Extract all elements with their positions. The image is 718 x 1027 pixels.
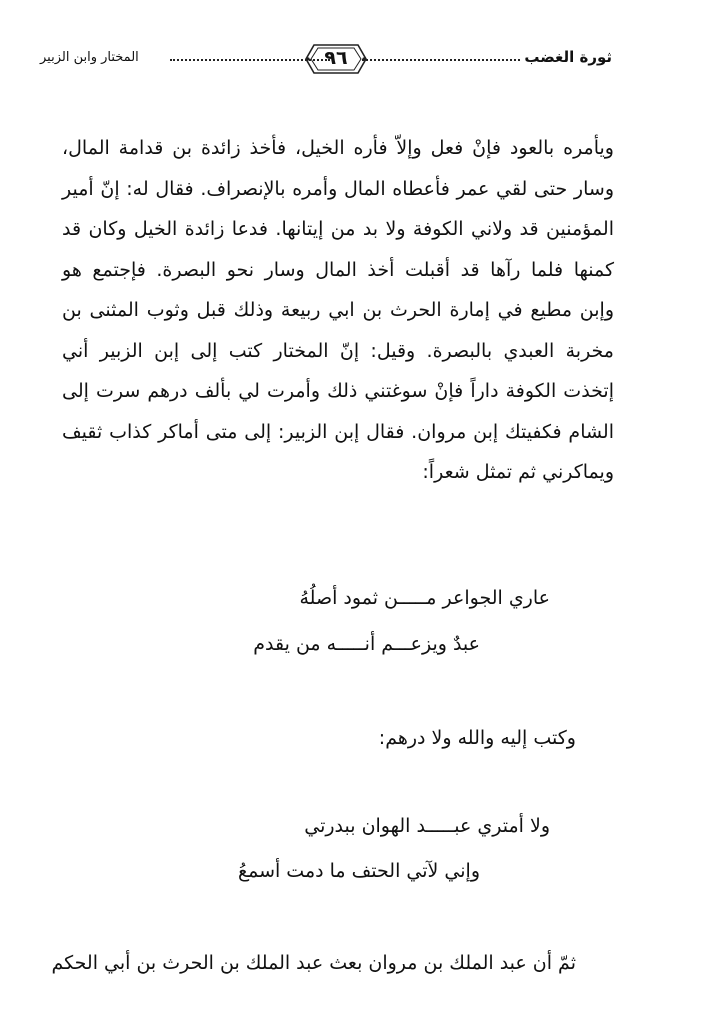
running-header bbox=[40, 38, 612, 82]
page-number: ٩٦ bbox=[324, 47, 348, 69]
poem2-hemistich-second: وإني لآتي الحتف ما دمت أسمعُ bbox=[237, 860, 480, 882]
main-paragraph bbox=[62, 128, 614, 493]
paragraph-line: الشام فكفيتك إبن مروان. فقال إبن الزبير: إلى متى أماكر كذاب ثقيف bbox=[62, 420, 614, 443]
closing-line: ثمّ أن عبد الملك بن مروان بعث عبد الملك بن الحرث بن أبي الحكم bbox=[51, 952, 576, 974]
paragraph-line: وسار حتى لقي عمر فأعطاه المال وأمره بالإنصراف. فقال له: إنّ أمير bbox=[62, 177, 614, 200]
transition-line: وكتب إليه والله ولا درهم: bbox=[378, 727, 576, 749]
paragraph-line: كمنها فلما رآها قد أقبلت أخذ المال وسار نحو البصرة. فإجتمع هو bbox=[62, 258, 614, 281]
header-dotted-leader-left bbox=[170, 59, 330, 61]
paragraph-line: إتخذت الكوفة داراً فإنْ سوغتني ذلك وأمرت لي بألف درهم سرت إلى bbox=[62, 380, 614, 402]
poem1-hemistich-second: عبدٌ ويزعـــم أنـــــه من يقدم bbox=[253, 633, 480, 655]
book-title: ثورة الغضب bbox=[524, 48, 612, 66]
paragraph-line: وإبن مطيع في إمارة الحرث بن ابي ربيعة وذلك قبل وثوب المثنى بن bbox=[62, 299, 614, 321]
poem2-hemistich-first: ولا أمتري عبـــــد الهوان ببدرتي bbox=[304, 815, 550, 837]
header-dotted-leader-right bbox=[362, 59, 520, 61]
poem1-hemistich-first: عاري الجواعر مـــــن ثمود أصلُهُ bbox=[299, 587, 550, 609]
paragraph-line: المؤمنين قد ولاني الكوفة ولا بد من إيتانها. فدعا زائدة الخيل وكان قد bbox=[62, 218, 614, 240]
paragraph-line: ويماكرني ثم تمثل شعراً: bbox=[422, 461, 614, 483]
chapter-title: المختار وابن الزبير bbox=[40, 50, 139, 65]
paragraph-line: ويأمره بالعود فإنْ فعل وإلاّ فأره الخيل، فأخذ زائدة بن قدامة المال، bbox=[62, 137, 614, 159]
paragraph-line: مخربة العبدي بالبصرة. وقيل: إنّ المختار كتب إلى إبن الزبير أني bbox=[62, 339, 614, 362]
